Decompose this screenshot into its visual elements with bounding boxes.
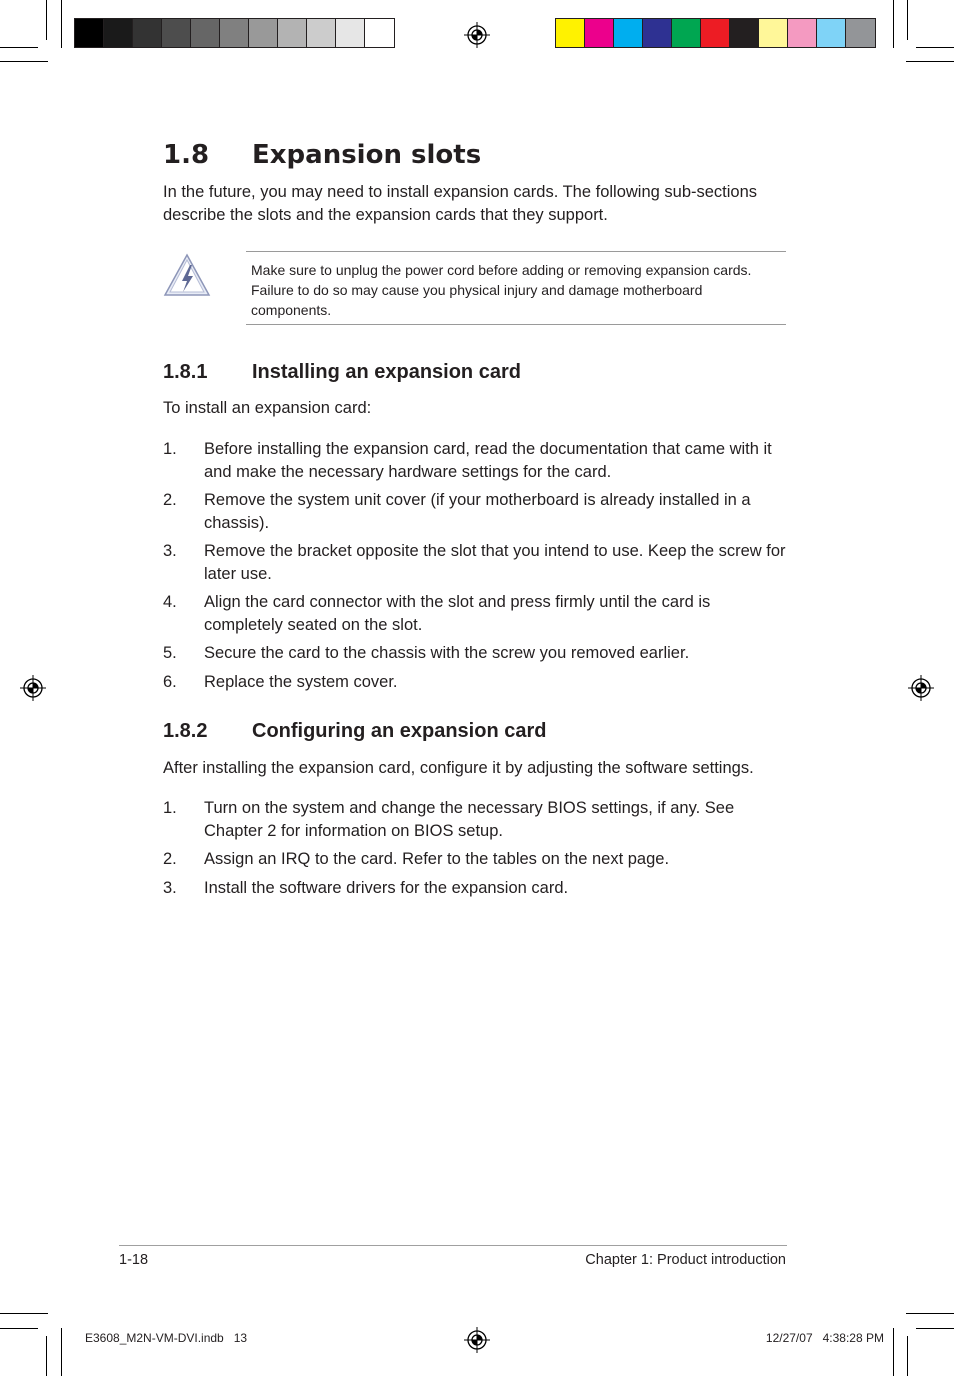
color-swatch — [817, 19, 846, 47]
list-item — [163, 591, 788, 637]
color-swatch — [104, 19, 133, 47]
section-heading-installing — [163, 361, 521, 384]
list-item — [163, 877, 788, 900]
slug-datetime: 12/27/07 4:38:28 PM — [765, 1331, 884, 1345]
list-text: Remove the system unit cover (if your motherboard is already installed in a chassis). — [204, 491, 751, 532]
color-swatch — [75, 19, 104, 47]
list-number: 4. — [163, 593, 177, 611]
list-number: 1. — [163, 440, 177, 458]
list-number: 5. — [163, 644, 177, 662]
registration-mark-icon — [464, 22, 490, 48]
section-heading-configuring — [163, 720, 546, 743]
list-text: Turn on the system and change the necessary BIOS settings, if any. See Chapter 2 for information on BIOS setup. — [204, 799, 735, 840]
page-number: 1-18 — [119, 1252, 149, 1268]
color-swatch — [162, 19, 191, 47]
color-swatch — [643, 19, 672, 47]
color-swatch — [556, 19, 585, 47]
color-swatch — [585, 19, 614, 47]
intro-paragraph: In the future, you may need to install expansion cards. The following sub-sections describe the slots and the expansion cards that they support. — [163, 183, 758, 224]
list-item — [163, 540, 788, 586]
list-text: Align the card connector with the slot and press firmly until the card is completely seated on the slot. — [204, 593, 711, 634]
list-text: Secure the card to the chassis with the screw you removed earlier. — [204, 644, 690, 662]
list-item — [163, 438, 788, 484]
color-swatch — [701, 19, 730, 47]
section-intro: To install an expansion card: — [163, 399, 372, 417]
footer-rule — [119, 1245, 787, 1246]
page-title — [163, 140, 481, 170]
list-text: Before installing the expansion card, read the documentation that came with it and make the necessary hardware settings for the card. — [204, 440, 772, 481]
warning-triangle-icon — [163, 252, 211, 298]
list-item — [163, 489, 788, 535]
registration-mark-icon — [908, 675, 934, 701]
color-swatch — [365, 19, 394, 47]
section-number: 1.8.1 — [163, 361, 208, 383]
list-number: 1. — [163, 799, 177, 817]
list-number: 2. — [163, 850, 177, 868]
warning-text: Make sure to unplug the power cord before adding or removing expansion cards. Failure to do so may cause you physical injury and damage motherboard components. — [251, 262, 752, 318]
list-item — [163, 797, 788, 843]
color-swatch — [336, 19, 365, 47]
registration-mark-icon — [20, 675, 46, 701]
color-swatch — [672, 19, 701, 47]
color-swatch — [788, 19, 817, 47]
color-swatch — [191, 19, 220, 47]
list-text: Install the software drivers for the expansion card. — [204, 879, 569, 897]
list-text: Assign an IRQ to the card. Refer to the tables on the next page. — [204, 850, 670, 868]
color-swatch — [730, 19, 759, 47]
color-swatch — [133, 19, 162, 47]
color-swatch — [278, 19, 307, 47]
chapter-title: Chapter 1: Product introduction — [585, 1252, 786, 1268]
section-title: Configuring an expansion card — [252, 720, 547, 742]
list-item — [163, 671, 788, 694]
heading-title: Expansion slots — [252, 140, 482, 170]
list-item — [163, 642, 788, 665]
grayscale-color-bar — [74, 18, 395, 48]
list-number: 3. — [163, 542, 177, 560]
color-swatch — [307, 19, 336, 47]
slug-file: E3608_M2N-VM-DVI.indb 13 — [85, 1331, 248, 1345]
heading-number: 1.8 — [163, 140, 210, 170]
section-title: Installing an expansion card — [252, 361, 521, 383]
warning-note — [246, 251, 786, 325]
color-swatch — [249, 19, 278, 47]
registration-mark-icon — [464, 1327, 490, 1353]
section-number: 1.8.2 — [163, 720, 208, 742]
process-color-bar — [555, 18, 876, 48]
color-swatch — [846, 19, 875, 47]
color-swatch — [614, 19, 643, 47]
color-swatch — [759, 19, 788, 47]
list-text: Replace the system cover. — [204, 673, 398, 691]
section-intro: After installing the expansion card, configure it by adjusting the software settings. — [163, 759, 754, 777]
list-number: 2. — [163, 491, 177, 509]
list-text: Remove the bracket opposite the slot that you intend to use. Keep the screw for later use. — [204, 542, 786, 583]
list-number: 6. — [163, 673, 177, 691]
list-number: 3. — [163, 879, 177, 897]
list-item — [163, 848, 788, 871]
color-swatch — [220, 19, 249, 47]
